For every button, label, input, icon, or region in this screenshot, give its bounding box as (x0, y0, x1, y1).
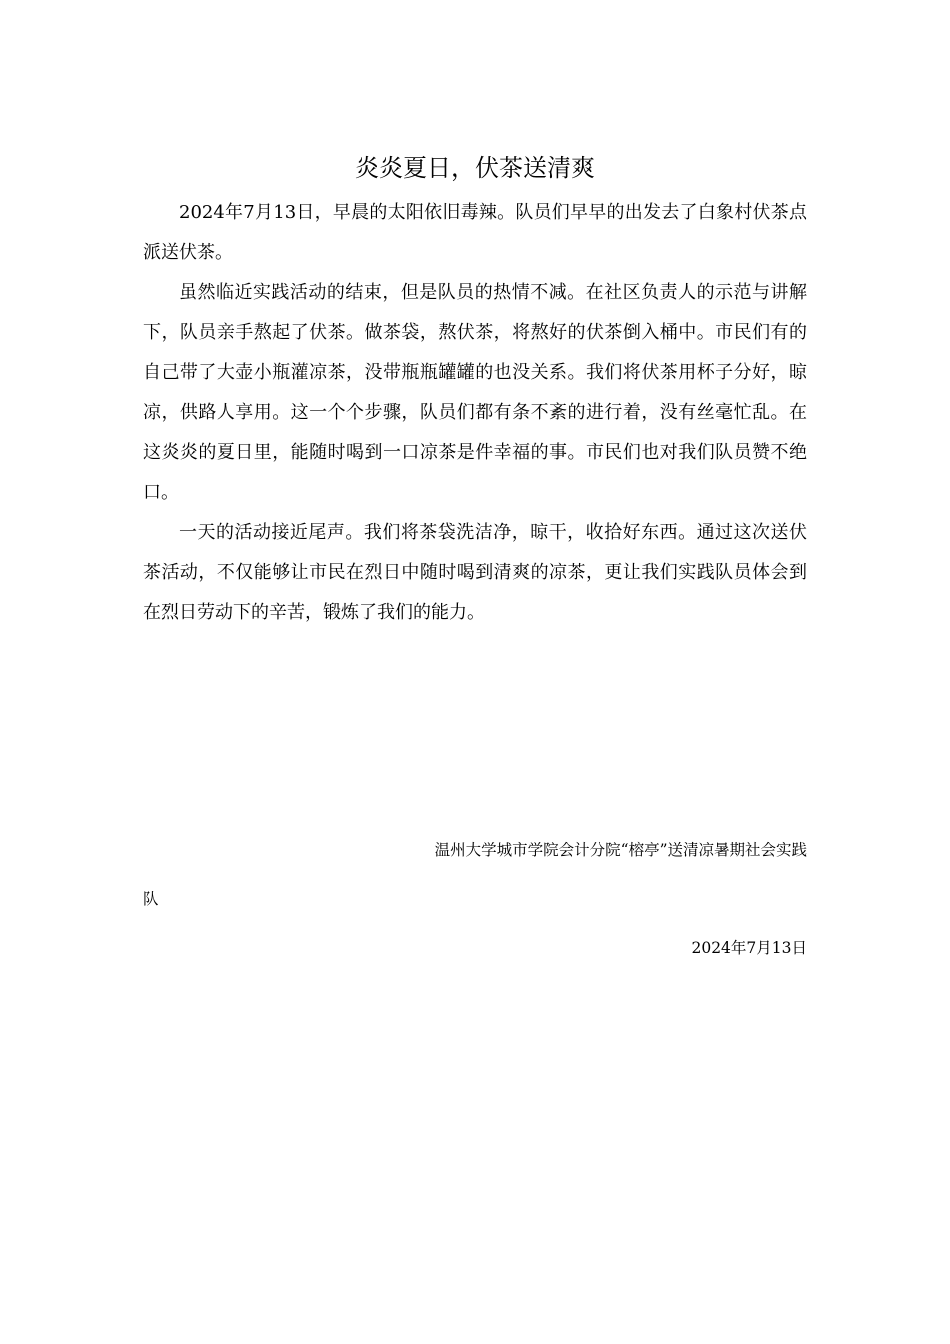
paragraph-1: 2024年7月13日，早晨的太阳依旧毒辣。队员们早早的出发去了白象村伏茶点派送伏茶。 (143, 202, 807, 263)
signature-organization-line1: 温州大学城市学院会计分院“榕亭”送清凉暑期社会实践 (434, 841, 807, 859)
signature-block (143, 826, 807, 973)
paragraph-2: 虽然临近实践活动的结束，但是队员的热情不减。在社区负责人的示范与讲解下，队员亲手熬起了伏茶。做茶袋，熬伏茶，将熬好的伏茶倒入桶中。市民们有的自己带了大壶小瓶灌凉茶，没带瓶瓶罐罐的也没关系。我们将伏茶用杯子分好，晾凉，供路人享用。这一个个步骤，队员们都有条不紊的进行着，没有丝毫忙乱。在这炎炎的夏日里，能随时喝到一口凉茶是件幸福的事。市民们也对我们队员赞不绝口。 (143, 282, 807, 503)
signature-date: 2024年7月13日 (691, 939, 807, 957)
document-title: 炎炎夏日，伏茶送清爽 (355, 154, 595, 182)
paragraph-3: 一天的活动接近尾声。我们将茶袋洗洁净，晾干，收拾好东西。通过这次送伏茶活动，不仅能够让市民在烈日中随时喝到清爽的凉茶，更让我们实践队员体会到在烈日劳动下的辛苦，锻炼了我们的能力。 (143, 522, 807, 623)
document-body (143, 193, 807, 633)
signature-organization-line2: 队 (143, 890, 159, 908)
